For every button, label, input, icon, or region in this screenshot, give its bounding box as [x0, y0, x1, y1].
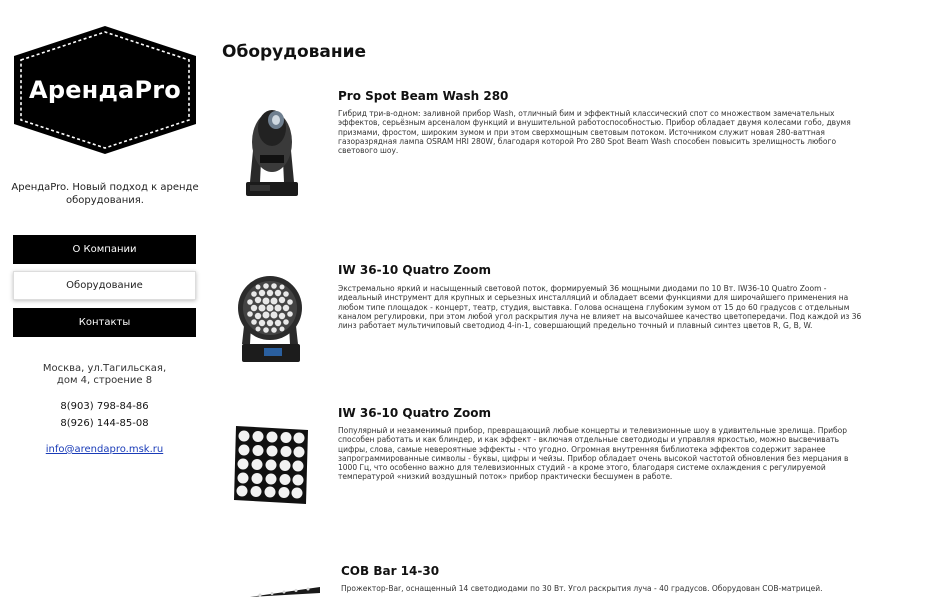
nav-item-equipment[interactable] — [13, 271, 196, 300]
page-title: Оборудование — [222, 42, 367, 62]
logo[interactable] — [12, 24, 198, 156]
product-description: Прожектор-Bar, оснащенный 14 светодиодами по 30 Вт. Угол раскрытия луча - 40 градусов. Оборудован COB-матрицей. — [341, 584, 823, 593]
nav-item-contacts[interactable] — [13, 308, 196, 337]
nav-item-label: Оборудование — [66, 280, 143, 291]
moving-head-led-wash-icon[interactable] — [236, 274, 304, 370]
tagline: АрендаPro. Новый подход к аренде оборудования. — [11, 182, 199, 206]
address-line-2: дом 4, строение 8 — [56, 375, 153, 386]
product-title[interactable]: IW 36-10 Quatro Zoom — [338, 406, 492, 420]
phone-2[interactable]: 8(926) 144-85-08 — [60, 418, 149, 429]
email-link[interactable]: info@arendapro.msk.ru — [45, 444, 164, 455]
product-title[interactable]: COB Bar 14-30 — [341, 564, 440, 578]
product-title[interactable]: Pro Spot Beam Wash 280 — [338, 89, 509, 103]
product-title[interactable]: IW 36-10 Quatro Zoom — [338, 263, 492, 277]
led-bar-icon[interactable] — [250, 582, 320, 601]
nav-item-about[interactable] — [13, 235, 196, 264]
address-line-1: Москва, ул.Тагильская, — [42, 363, 167, 374]
moving-head-spot-icon[interactable] — [238, 100, 304, 204]
sidebar — [0, 0, 210, 594]
nav-item-label: Контакты — [78, 317, 131, 328]
product-description: Гибрид три-в-одном: заливной прибор Wash, отличный бим и эффектный классический спот со множеством замечательных эффектов, серьёзным арсеналом функций и внушительной работоспособностью. Прибор обладает двумя колесами гобо, двумя призмами, фростом, широким зумом и при этом сверхмощным световым потоком. Источником служит новая 280-ваттная газоразрядная лампа OSRAM HRI 280W, благодаря которой Pro 280 Spot Beam Wash способен повысить зрелищность любого светового шоу. — [338, 109, 851, 156]
logo-text: АрендаPro — [29, 76, 181, 104]
product-description: Популярный и незаменимый прибор, превращающий любые концерты и телевизионные шоу в удивительные зрелища. Прибор способен работать и как блиндер, и как эффект - включая отдельные светодиоды и управляя яркостью, можно высвечивать цифры, слова, самые невероятные эффекты - что угодно. Огромная внутренняя библиотека эффектов содержит заранее запрограммированные символы - буквы, цифры и чейзы. Прибор обладает очень высокой частотой обновления без мерцания в 1000 Гц, что особенно важно для телевизионных студий - а кроме этого, благодаря системе охлаждения с регулируемой температурой «низкий воздушный поток» прибор практически бесшумен в работе. — [338, 426, 849, 482]
phone-1[interactable]: 8(903) 798-84-86 — [60, 401, 149, 412]
address — [13, 363, 196, 387]
led-matrix-panel-icon[interactable] — [232, 424, 310, 510]
nav-item-label: О Компании — [72, 244, 137, 255]
product-description: Экстремально яркий и насыщенный световой поток, формируемый 36 мощными диодами по 10 Вт. IW36-10 Quatro Zoom - идеальный инструмент для крупных и серьезных инсталляций и обладает всеми функциями для широчайшего применения на любом типе площадок - концерт, театр, студия, выставка. Голова оснащена глубоким зумом от 15 до 60 градусов с отдельным каналом регулировки, при этом любой угол раскрытия луча не влияет на высочайшее качество цветопередачи. Под каждой из 36 линз работает мультичиповый светодиод 4-in-1, совершающий предельно точный и плавный синтез цветов R, G, B, W. — [338, 284, 862, 331]
